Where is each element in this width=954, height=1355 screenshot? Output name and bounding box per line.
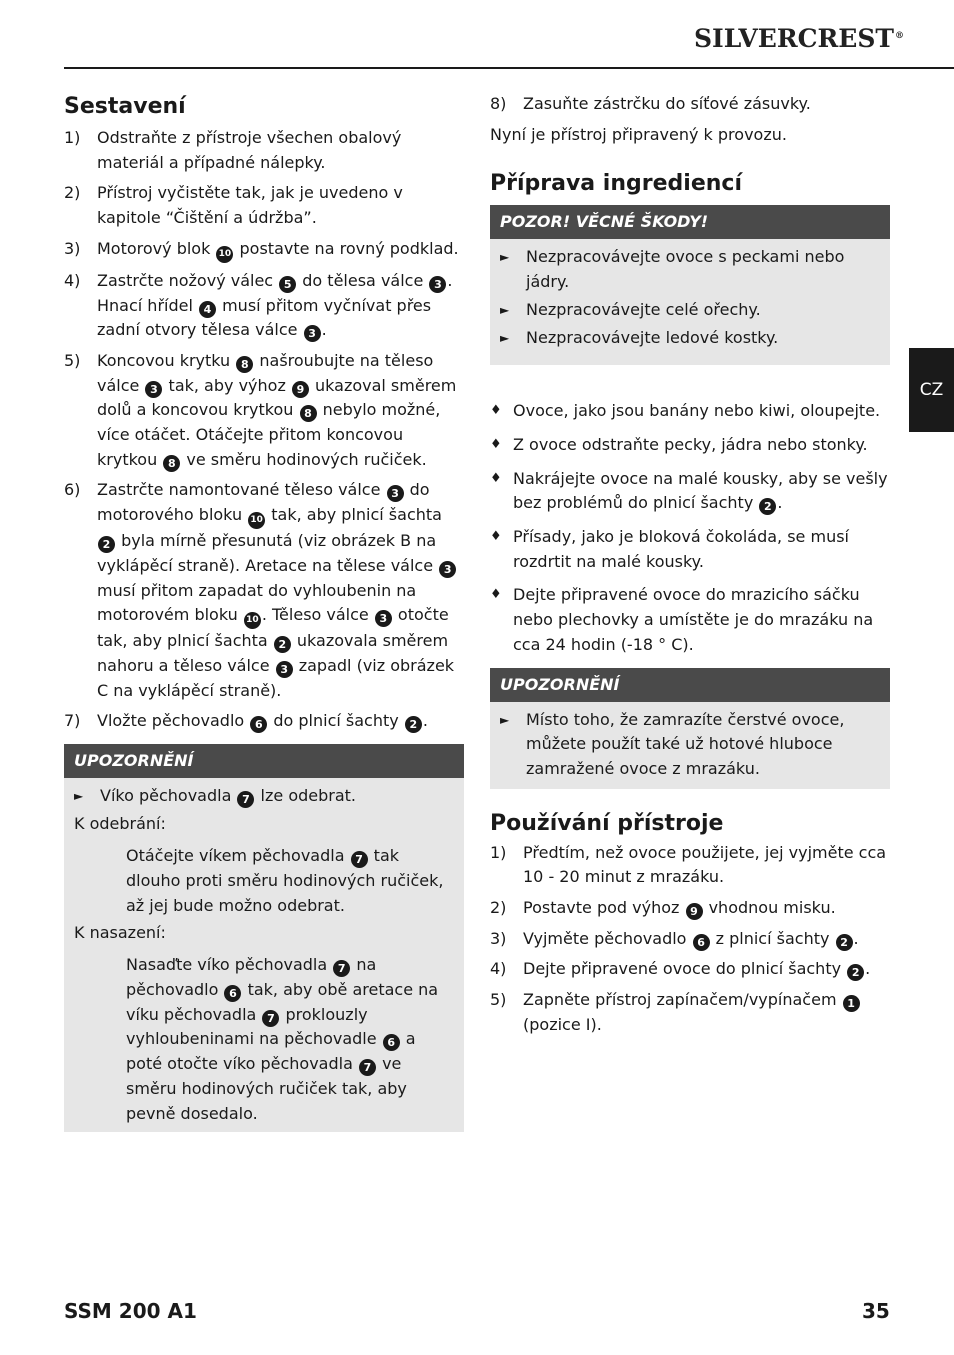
usage-step-1 [490,841,890,890]
assembly-step-5 [64,349,464,473]
warning-item: ► Nezpracovávejte celé ořechy. [500,298,882,323]
part-number-icon: 7 [359,1059,376,1076]
part-number-icon: 7 [333,960,350,977]
section-heading-preparation: Příprava ingrediencí [490,171,742,197]
part-number-icon: 5 [279,276,296,293]
part-number-icon: 3 [304,325,321,342]
step-number: 2) [490,898,507,918]
step-number: 4) [64,270,81,290]
step-text: Motorový blok 10 postavte na rovný podklad. [97,237,464,263]
assembly-step-6 [64,478,464,703]
bullet-item: ♦ Ovoce, jako jsou banány nebo kiwi, oloupejte. [490,399,890,424]
step-number: 1) [64,128,81,147]
remove-text: Otáčejte víkem pěchovadla 7 tak dlouho proti směru hodinových ručiček, až jej bude možno odebrat. [126,846,444,915]
part-number-icon: 2 [847,964,864,981]
note-box [64,744,464,1132]
step-text: Vložte pěchovadlo 6 do plnicí šachty 2 . [97,711,428,732]
left-column [64,92,464,1132]
part-number-icon: 2 [274,636,291,653]
usage-step-2 [490,896,890,921]
page-number: 35 [862,1299,890,1323]
arrow-icon: ► [500,302,510,317]
bullet-item: ♦ Dejte připravené ovoce do mrazicího sáčku nebo plechovky a umístěte je do mrazáku na cca 24 hodin (-18 ° C). [490,583,890,657]
part-number-icon: 9 [292,381,309,398]
step-text: Zastrčte namontované těleso válce 3 do motorového bloku 10 tak, aby plnicí šachta 2 byla mírně přesunutá (viz obrázek B na vyklápěcí straně). Aretace na tělese válce 3 musí přitom zapadat do vyhloubenin na motorovém bloku 10 . Těleso válce 3 otočte tak, aby plnicí šachta 2 ukazovala směrem nahoru a těleso válce 3 zapadl (viz obrázek C na vyklápěcí straně). [97,478,464,703]
step-number: 7) [64,711,81,731]
step-number: 4) [490,959,507,979]
step-text: Vyjměte pěchovadlo 6 z plnicí šachty 2 . [523,928,859,949]
step-text: Přístroj vyčistěte tak, jak je uvedeno v kapitole “Čištění a údržba”. [97,183,403,228]
warning-item: ► Nezpracovávejte ledové kostky. [500,326,882,351]
arrow-icon: ► [500,712,510,727]
assembly-step-7 [64,709,464,734]
note-item: ► Víko pěchovadla 7 lze odebrat. [74,784,456,809]
part-number-icon: 6 [693,934,710,951]
step-text: Koncovou krytku 8 našroubujte na těleso válce 3 tak, aby výhoz 9 ukazoval směrem dolů a koncovou krytkou 8 nebylo možné, více otáčet. Otáčejte přitom koncovou krytkou 8 ve směru hodinových ručiček. [97,350,457,470]
step-number: 5) [490,990,507,1010]
diamond-icon: ♦ [490,470,502,486]
note-title: UPOZORNĚNÍ [64,744,464,778]
part-number-icon: 7 [262,1010,279,1027]
part-number-icon: 7 [351,851,368,868]
part-number-icon: 8 [236,356,253,373]
part-number-icon: 3 [429,276,446,293]
part-number-icon: 3 [145,381,162,398]
arrow-icon: ► [74,789,84,804]
part-number-icon: 3 [375,610,392,627]
diamond-icon: ♦ [490,403,502,419]
part-number-icon: 7 [237,791,254,808]
diamond-icon: ♦ [490,436,502,452]
assembly-step-1 [64,126,464,175]
section-heading-assembly: Sestavení [64,94,186,119]
step-text: Zapněte přístroj zapínačem/vypínačem 1 (pozice I). [523,988,890,1037]
language-tab: CZ [909,348,954,432]
part-number-icon: 6 [224,985,241,1002]
part-number-icon: 3 [276,661,293,678]
usage-step-4 [490,957,890,982]
part-number-icon: 8 [300,405,317,422]
silvercrest-logo: SILVERCREST® [694,24,904,53]
step-number: 6) [64,480,81,500]
assembly-step-3 [64,237,464,263]
remove-label: K odebrání: [74,813,166,833]
step-8: 8) Zasuňte zástrčku do síťové zásuvky. [490,94,811,113]
usage-step-5 [490,988,890,1037]
ready-text: Nyní je přístroj připravený k provozu. [490,124,787,144]
attach-label: K nasazení: [74,922,166,942]
step-text: Postavte pod výhoz 9 vhodnou misku. [523,898,836,919]
part-number-icon: 6 [383,1034,400,1051]
part-number-icon: 2 [759,498,776,515]
part-number-icon: 3 [439,561,456,578]
part-number-icon: 1 [843,995,860,1012]
step-number: 5) [64,350,81,370]
warning-item: ► Nezpracovávejte ovoce s peckami nebo jádry. [500,245,882,294]
step-text: Zastrčte nožový válec 5 do tělesa válce 3 . Hnací hřídel 4 musí přitom vyčnívat přes zadní otvory tělesa válce 3 . [97,270,453,341]
bullet-item: ♦ Nakrájejte ovoce na malé kousky, aby se vešly bez problémů do plnicí šachty 2 . [490,467,890,516]
diamond-icon: ♦ [490,529,502,545]
part-number-icon: 8 [163,455,180,472]
part-number-icon: 2 [836,934,853,951]
usage-step-3 [490,927,890,952]
note-box-2 [490,668,890,789]
step-number: 3) [490,928,507,948]
warning-box [490,205,890,365]
step-text: Předtím, než ovoce použijete, jej vyjměte cca 10 - 20 minut z mrazáku. [523,842,887,887]
note2-title: UPOZORNĚNÍ [490,668,890,702]
part-number-icon: 10 [248,512,265,529]
step-number: 3) [64,238,81,258]
part-number-icon: 2 [98,536,115,553]
model-number: SSM 200 A1 [64,1299,197,1323]
arrow-icon: ► [500,330,510,345]
part-number-icon: 10 [216,246,233,263]
part-number-icon: 3 [387,485,404,502]
right-column [490,92,890,1044]
step-number: 1) [490,842,507,862]
header-rule [64,67,954,69]
warning-title: POZOR! VĚCNÉ ŠKODY! [490,205,890,239]
part-number-icon: 4 [199,301,216,318]
diamond-icon: ♦ [490,587,502,603]
usage-steps [490,841,890,1038]
step-text: Dejte připravené ovoce do plnicí šachty 2 . [523,959,871,980]
step-number: 2) [64,183,81,203]
attach-text: Nasaďte víko pěchovadla 7 na pěchovadlo 6 tak, aby obě aretace na víku pěchovadla 7 proklouzly vyhloubeninami na pěchovadle 6 a poté otočte víko pěchovadla 7 ve směru hodinových ručiček tak, aby pevně dosedalo. [126,955,439,1123]
assembly-step-4 [64,269,464,343]
step-text: Odstraňte z přístroje všechen obalový materiál a případné nálepky. [97,128,402,172]
part-number-icon: 9 [686,903,703,920]
part-number-icon: 10 [244,612,261,629]
part-number-icon: 6 [250,716,267,733]
bullet-item: ♦ Přísady, jako je bloková čokoláda, se musí rozdrtit na malé kousky. [490,525,890,574]
preparation-bullets [490,399,890,657]
arrow-icon: ► [500,250,510,265]
assembly-step-2 [64,181,464,230]
section-heading-usage: Používání přístroje [490,810,724,836]
part-number-icon: 2 [405,716,422,733]
note2-item: ► Místo toho, že zamrazíte čerstvé ovoce, můžete použít také už hotové hluboce zamražené ovoce z mrazáku. [500,708,882,782]
bullet-item: ♦ Z ovoce odstraňte pecky, jádra nebo stonky. [490,433,890,458]
assembly-steps [64,126,464,734]
